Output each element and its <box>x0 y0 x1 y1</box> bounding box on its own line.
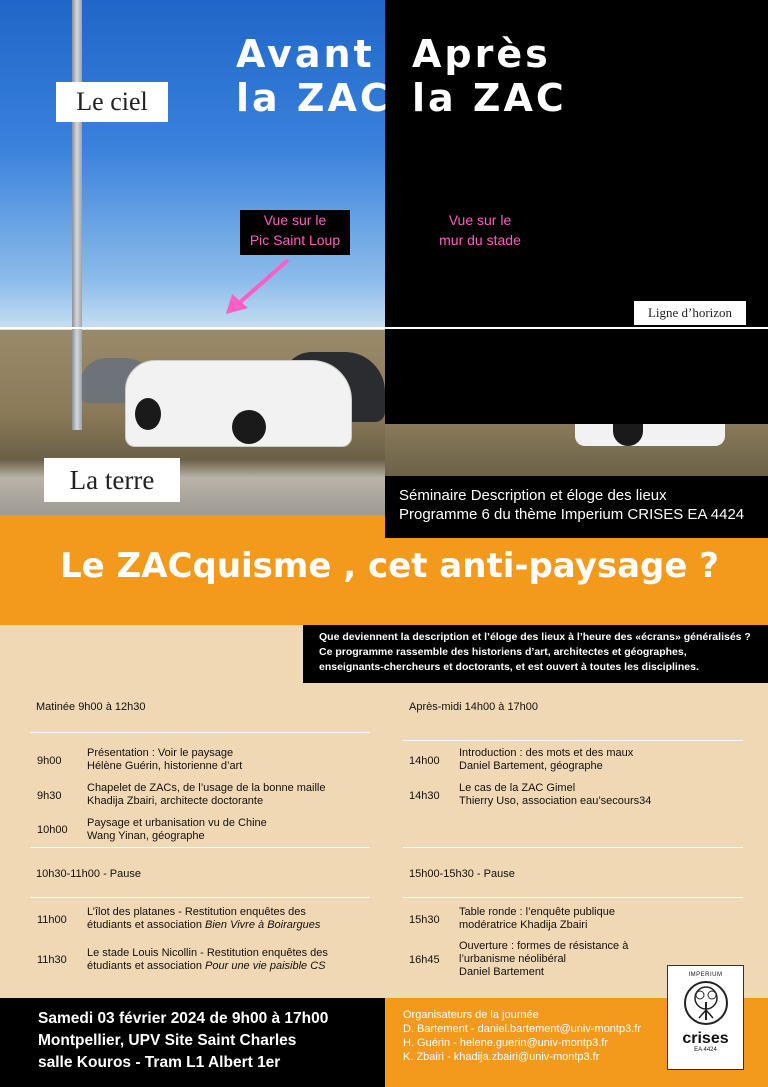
event-place: Montpellier, UPV Site Saint Charles <box>38 1032 297 1049</box>
talk-title: Introduction : des mots et des maux <box>459 747 634 759</box>
talk-title: Ouverture : formes de résistance à <box>459 940 629 952</box>
headline: Le ZACquisme , cet anti-paysage ? <box>60 546 719 586</box>
after-title <box>412 32 567 120</box>
talk-time: 14h00 <box>409 755 440 767</box>
organizers-title: Organisateurs de la journée <box>403 1009 539 1021</box>
view-after-line2: mur du stade <box>439 232 521 248</box>
talk-time: 15h30 <box>409 914 440 926</box>
before-title <box>236 32 391 120</box>
horizon-label: Ligne d’horizon <box>634 301 746 325</box>
intro-line2: Ce programme rassemble des historiens d’art, architectes et géographes, <box>319 646 687 658</box>
talk-time: 10h00 <box>37 824 68 836</box>
talk-time: 9h30 <box>37 790 62 802</box>
wheel-icon <box>135 398 161 430</box>
talk-item <box>87 947 328 973</box>
organizer-contact[interactable]: K. Zbairi - khadija.zbairi@univ-montp3.fr <box>403 1051 600 1063</box>
talk-speaker: modératrice Khadija Zbairi <box>459 919 588 931</box>
talk-item <box>459 940 628 979</box>
talk-time: 11h30 <box>37 954 67 966</box>
seminar-line2: Programme 6 du thème Imperium CRISES EA 4424 <box>399 506 745 523</box>
talk-time: 9h00 <box>37 755 62 767</box>
talk-speaker: Thierry Uso, association eau’secours34 <box>459 795 652 807</box>
view-before-line1: Vue sur le <box>263 212 327 228</box>
event-date: Samedi 03 février 2024 de 9h00 à 17h00 <box>38 1010 329 1027</box>
talk-time: 16h45 <box>409 954 440 966</box>
ground-photo-right <box>385 424 768 476</box>
seminar-line1: Séminaire Description et éloge des lieux <box>399 487 667 504</box>
morning-heading: Matinée 9h00 à 12h30 <box>36 701 146 713</box>
divider <box>403 740 743 741</box>
talk-title: Chapelet de ZACs, de l’usage de la bonne maille <box>87 782 326 794</box>
divider <box>30 847 370 848</box>
lamp-pole <box>72 0 82 430</box>
talk-time: 11h00 <box>37 914 67 926</box>
logo-name: crises <box>682 1030 729 1047</box>
view-before-note <box>240 210 350 255</box>
talk-speaker: Hélène Guérin, historienne d’art <box>87 760 243 772</box>
organizer-contact[interactable]: D. Bartement - daniel.bartement@univ-montp3.fr <box>403 1023 641 1035</box>
morning-pause: 10h30-11h00 - Pause <box>36 868 141 880</box>
talk-item <box>459 906 615 932</box>
horizon-line <box>0 327 768 329</box>
wheel-icon <box>232 410 266 444</box>
afternoon-pause: 15h00-15h30 - Pause <box>409 868 515 880</box>
before-title-line2: la ZAC <box>236 76 391 120</box>
talk-association-prefix: étudiants et association <box>87 919 206 931</box>
event-info <box>0 998 385 1087</box>
view-after-line1: Vue sur le <box>448 212 512 228</box>
ground-label: La terre <box>44 458 180 502</box>
talk-title: L’îlot des platanes - Restitution enquêtes des <box>87 906 306 918</box>
event-room: salle Kouros - Tram L1 Albert 1er <box>38 1054 281 1071</box>
intro-line3: enseignants-chercheurs et doctorants, et est ouvert à toutes les disciplines. <box>319 661 699 673</box>
view-after-note <box>420 210 540 250</box>
crises-logo <box>667 965 744 1070</box>
divider <box>30 897 370 898</box>
talk-item <box>87 747 242 773</box>
talk-item <box>87 782 325 808</box>
talk-time: 14h30 <box>409 790 440 802</box>
association-name: Bien Vivre à Boirargues <box>205 919 321 931</box>
pink-arrow-icon <box>218 252 298 322</box>
talk-item <box>87 817 267 843</box>
talk-speaker: Khadija Zbairi, architecte doctorante <box>87 795 264 807</box>
association-name: Pour une vie paisible CS <box>205 960 326 972</box>
divider <box>30 732 370 733</box>
talk-speaker: Daniel Bartement, géographe <box>459 760 603 772</box>
car-white-partial <box>575 424 725 446</box>
talk-subtitle: l’urbanisme néolibéral <box>459 953 567 965</box>
after-title-line2: la ZAC <box>412 76 567 120</box>
talk-speaker: Wang Yinan, géographe <box>87 830 205 842</box>
after-title-line1: Après <box>412 32 551 76</box>
tree-icon <box>683 980 729 1026</box>
talk-item <box>459 782 651 808</box>
logo-sub: EA 4424 <box>694 1047 717 1053</box>
talk-speaker: Daniel Bartement <box>459 966 544 978</box>
sky-label: Le ciel <box>56 82 168 122</box>
divider <box>403 897 743 898</box>
talk-item <box>87 906 320 932</box>
intro-box <box>303 625 768 683</box>
talk-association <box>87 960 328 973</box>
intro-line1: Que deviennent la description et l’éloge des lieux à l’heure des «écrans» généralisés ? <box>319 631 751 643</box>
talk-title: Paysage et urbanisation vu de Chine <box>87 817 267 829</box>
talk-title: Le stade Louis Nicollin - Restitution enquêtes des <box>87 947 328 959</box>
seminar-box <box>385 476 768 538</box>
divider <box>403 847 743 848</box>
talk-association-prefix: étudiants et association <box>87 960 206 972</box>
logo-top-text: IMPERIUM <box>688 972 723 978</box>
talk-title: Présentation : Voir le paysage <box>87 747 234 759</box>
organizer-contact[interactable]: H. Guérin - helene.guerin@univ-montp3.fr <box>403 1037 608 1049</box>
talk-title: Table ronde : l’enquête publique <box>459 906 615 918</box>
afternoon-heading: Après-midi 14h00 à 17h00 <box>409 701 539 713</box>
talk-item <box>459 747 633 773</box>
before-title-line1: Avant <box>236 32 375 76</box>
talk-association <box>87 919 320 932</box>
talk-title: Le cas de la ZAC Gimel <box>459 782 576 794</box>
view-before-line2: Pic Saint Loup <box>249 232 341 248</box>
